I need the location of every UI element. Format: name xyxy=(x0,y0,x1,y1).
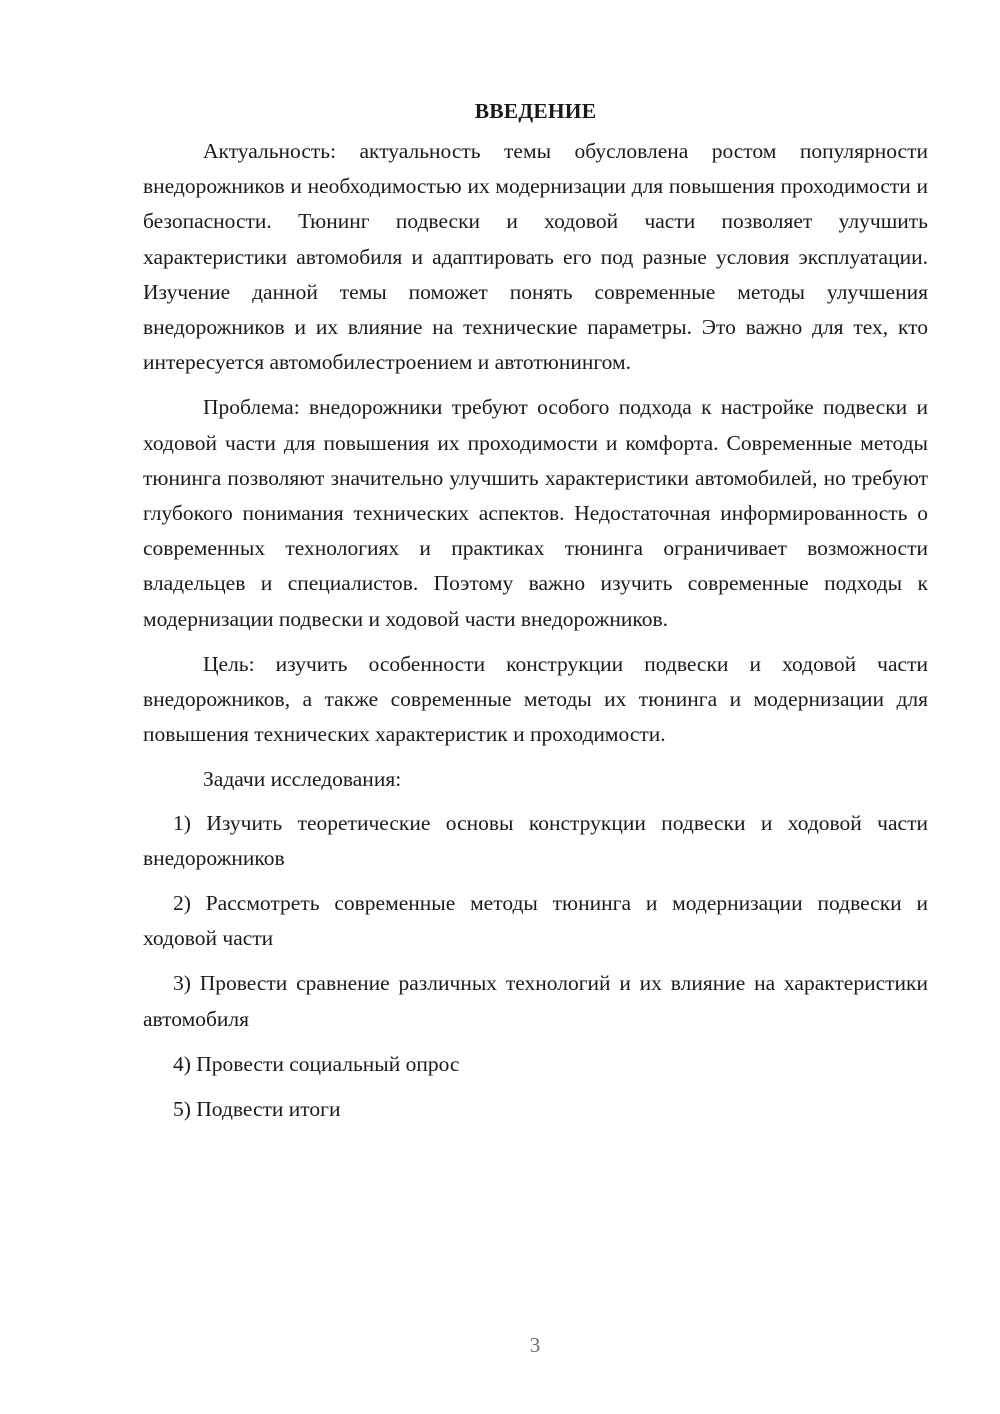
page-content xyxy=(143,96,928,1137)
paragraph-relevance: Актуальность: актуальность темы обусловлена ростом популярности внедорожников и необходимостью их модернизации для повышения проходимости и безопасности. Тюнинг подвески и ходовой части позволяет улучшить характеристики автомобиля и адаптировать его под разные условия эксплуатации. Изучение данной темы поможет понять современные методы улучшения внедорожников и их влияние на технические параметры. Это важно для тех, кто интересуется автомобилестроением и автотюнингом. xyxy=(143,139,928,375)
paragraph-goal: Цель: изучить особенности конструкции подвески и ходовой части внедорожников, а также современные методы их тюнинга и модернизации для повышения технических характеристик и проходимости. xyxy=(143,651,928,747)
section-title: ВВЕДЕНИЕ xyxy=(474,99,597,123)
task-item: 4) Провести социальный опрос xyxy=(173,1051,460,1076)
task-item: 1) Изучить теоретические основы конструкции подвески и ходовой части внедорожников xyxy=(143,810,928,870)
task-item: 2) Рассмотреть современные методы тюнинга и модернизации подвески и ходовой части xyxy=(143,891,928,951)
page-number: 3 xyxy=(529,1333,541,1357)
tasks-heading: Задачи исследования: xyxy=(203,767,402,792)
paragraph-problem: Проблема: внедорожники требуют особого подхода к настройке подвески и ходовой части для повышения их проходимости и комфорта. Современные методы тюнинга позволяют значительно улучшить характеристики автомобилей, но требуют глубокого понимания технических аспектов. Недостаточная информированность о современных технологиях и практиках тюнинга ограничивает возможности владельцев и специалистов. Поэтому важно изучить современные подходы к модернизации подвески и ходовой части внедорожников. xyxy=(143,395,928,631)
task-item: 5) Подвести итоги xyxy=(173,1097,341,1122)
task-item: 3) Провести сравнение различных технологий и их влияние на характеристики автомобиля xyxy=(143,971,928,1031)
